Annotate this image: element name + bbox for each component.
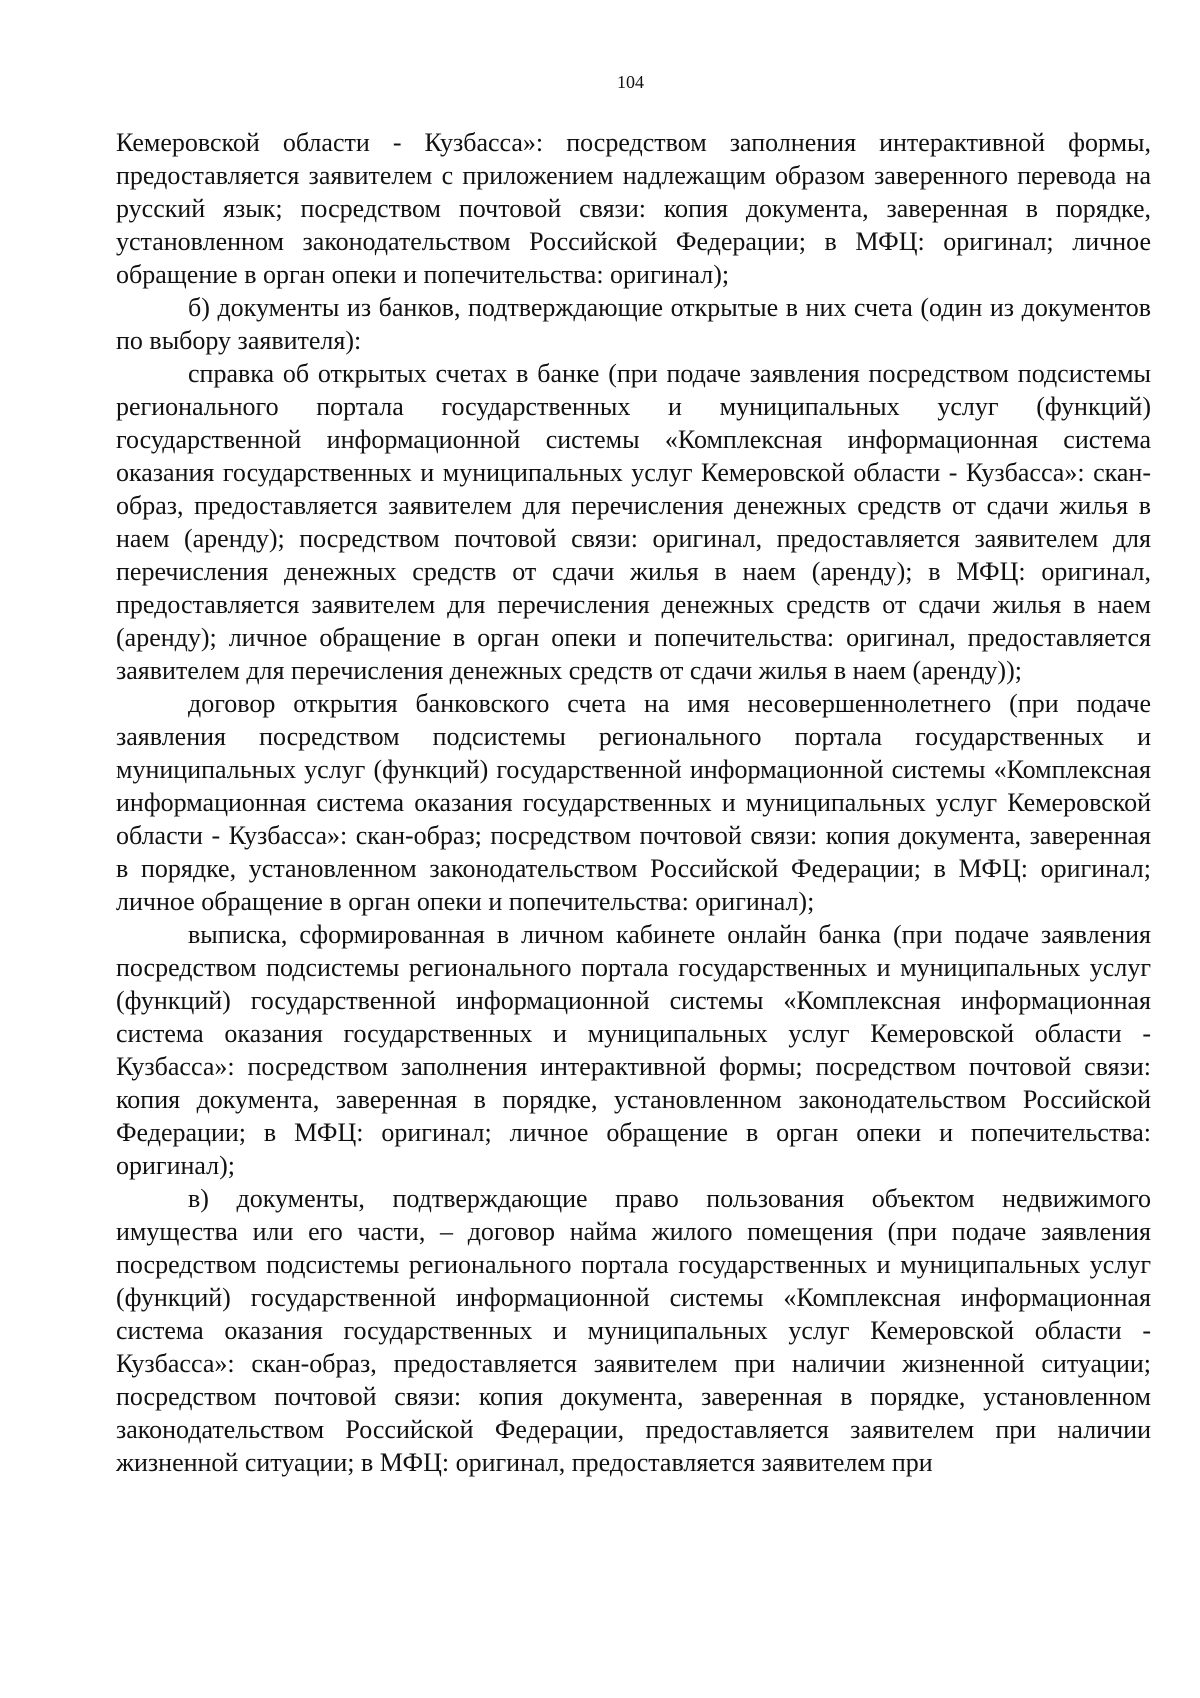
document-body [116, 126, 1151, 1479]
page-number: 104 [617, 72, 644, 92]
paragraph-online-bank-statement: выписка, сформированная в личном кабинете онлайн банка (при подаче заявления посредством подсистемы регионального портала государственных и муниципальных услуг (функций) государственной информационной системы «Комплексная информационная система оказания государственных и муниципальных услуг Кемеровской области - Кузбасса»: посредством заполнения интерактивной формы; посредством почтовой связи: копия документа, заверенная в порядке, установленном законодательством Российской Федерации; в МФЦ: оригинал; личное обращение в орган опеки и попечительства: оригинал); [116, 920, 1151, 1180]
paragraph-item-b: б) документы из банков, подтверждающие открытые в них счета (один из документов по выбору заявителя): [116, 293, 1151, 355]
paragraph-bank-account-contract: договор открытия банковского счета на имя несовершеннолетнего (при подаче заявления посредством подсистемы регионального портала государственных и муниципальных услуг (функций) государственной информационной системы «Комплексная информационная система оказания государственных и муниципальных услуг Кемеровской области - Кузбасса»: скан-образ; посредством почтовой связи: копия документа, заверенная в порядке, установленном законодательством Российской Федерации; в МФЦ: оригинал; личное обращение в орган опеки и попечительства: оригинал); [116, 689, 1151, 916]
paragraph-bank-account-certificate: справка об открытых счетах в банке (при подаче заявления посредством подсистемы регионального портала государственных и муниципальных услуг (функций) государственной информационной системы «Комплексная информационная система оказания государственных и муниципальных услуг Кемеровской области - Кузбасса»: скан-образ, предоставляется заявителем для перечисления денежных средств от сдачи жилья в наем (аренду); посредством почтовой связи: оригинал, предоставляется заявителем для перечисления денежных средств от сдачи жилья в наем (аренду); в МФЦ: оригинал, предоставляется заявителем для перечисления денежных средств от сдачи жилья в наем (аренду); личное обращение в орган опеки и попечительства: оригинал, предоставляется заявителем для перечисления денежных средств от сдачи жилья в наем (аренду)); [116, 359, 1151, 685]
paragraph-item-v: в) документы, подтверждающие право пользования объектом недвижимого имущества или его части, – договор найма жилого помещения (при подаче заявления посредством подсистемы регионального портала государственных и муниципальных услуг (функций) государственной информационной системы «Комплексная информационная система оказания государственных и муниципальных услуг Кемеровской области - Кузбасса»: скан-образ, предоставляется заявителем при наличии жизненной ситуации; посредством почтовой связи: копия документа, заверенная в порядке, установленном законодательством Российской Федерации, предоставляется заявителем при наличии жизненной ситуации; в МФЦ: оригинал, предоставляется заявителем при [116, 1184, 1151, 1477]
paragraph-continuation: Кемеровской области - Кузбасса»: посредством заполнения интерактивной формы, предоставляется заявителем с приложением надлежащим образом заверенного перевода на русский язык; посредством почтовой связи: копия документа, заверенная в порядке, установленном законодательством Российской Федерации; в МФЦ: оригинал; личное обращение в орган опеки и попечительства: оригинал); [116, 128, 1151, 289]
